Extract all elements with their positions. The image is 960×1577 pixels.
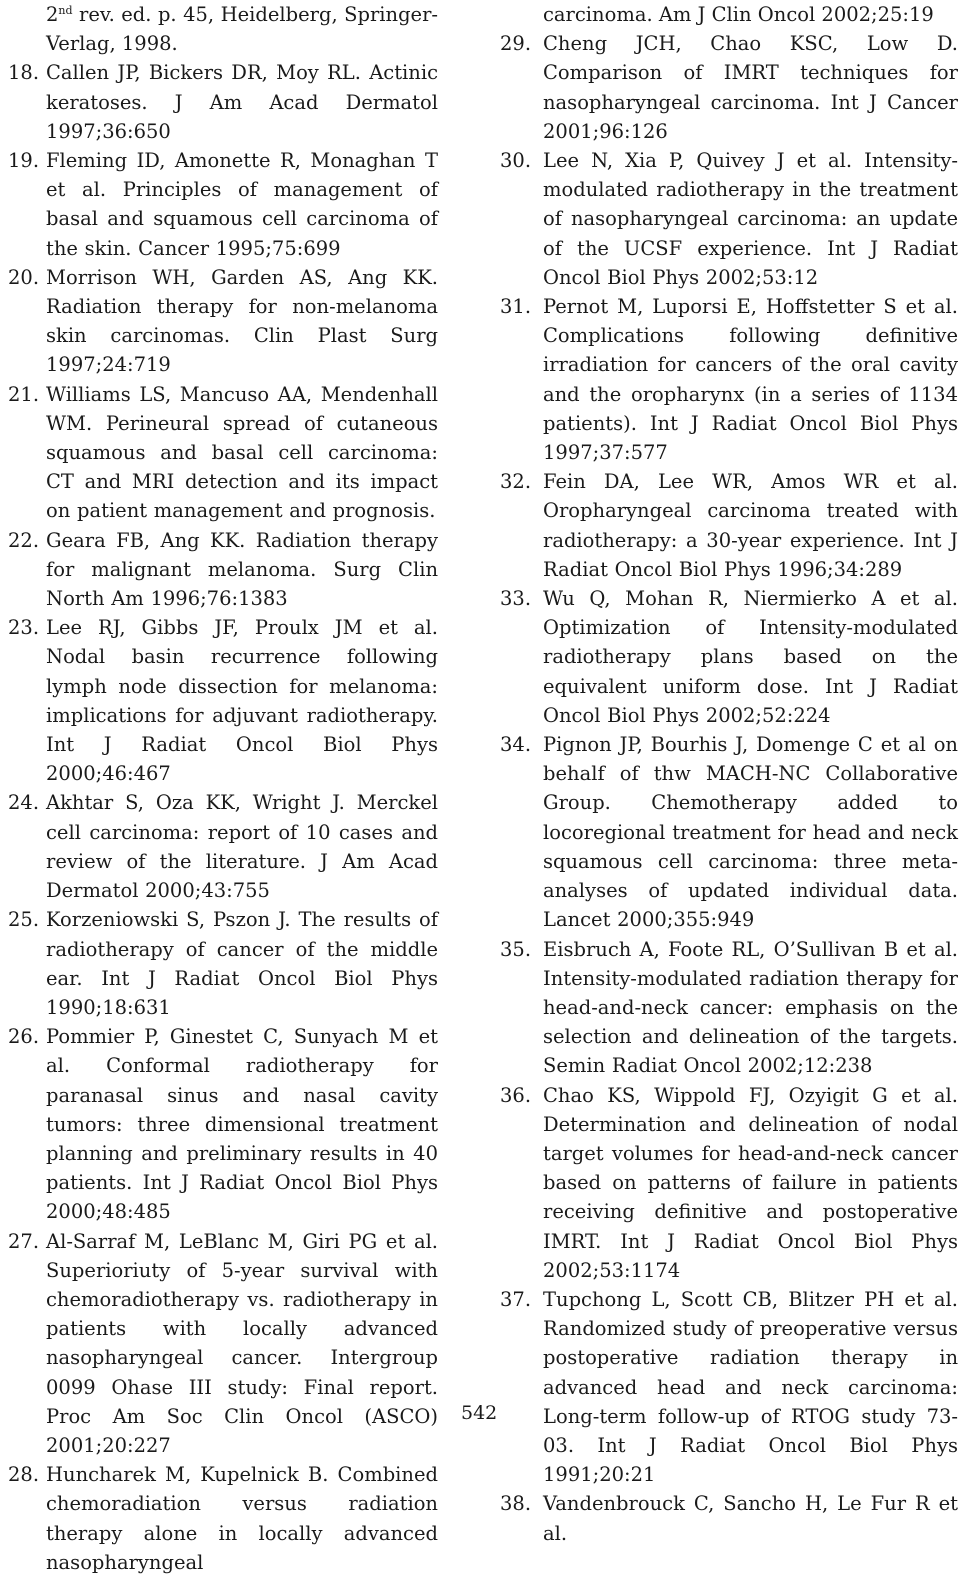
- reference-text: Williams LS, Mancuso AA, Mendenhall WM. Perineural spread of cutaneous squamous and basal cell carcinoma: CT and MRI detection and its impact on patient management and prognosis.: [46, 382, 438, 523]
- reference-text: Geara FB, Ang KK. Radiation therapy for malignant melanoma. Surg Clin North Am 1996;76:1383: [46, 528, 438, 611]
- reference-text: Fleming ID, Amonette R, Monaghan T et al. Principles of management of basal and squamous cell carcinoma of the skin. Cancer 1995;75:699: [46, 149, 438, 260]
- reference-item: [500, 584, 958, 730]
- reference-item: [500, 1285, 958, 1489]
- left-column: [8, 0, 438, 1577]
- reference-item: [8, 58, 438, 146]
- edition-suffix: nd: [58, 4, 73, 17]
- reference-item: [8, 788, 438, 905]
- reference-text: Morrison WH, Garden AS, Ang KK. Radiation therapy for non-melanoma skin carcinomas. Clin Plast Surg 1997;24:719: [46, 265, 438, 377]
- reference-number: 36.: [500, 1083, 532, 1107]
- reference-text: Cheng JCH, Chao KSC, Low D. Comparison of IMRT techniques for nasopharyngeal carcinoma. Int J Cancer 2001;96:126: [543, 32, 958, 143]
- reference-number: 24.: [8, 791, 40, 815]
- continuation-text: rev. ed. p. 45, Heidelberg, Springer-Verlag, 1998.: [46, 3, 438, 56]
- reference-item: [500, 1081, 958, 1285]
- reference-number: 30.: [500, 149, 532, 173]
- reference-text: Korzeniowski S, Pszon J. The results of radiotherapy of cancer of the middle ear. Int J Radiat Oncol Biol Phys 1990;18:631: [46, 908, 438, 1019]
- page-number: 542: [461, 1402, 498, 1424]
- reference-text: Tupchong L, Scott CB, Blitzer PH et al. Randomized study of preoperative versus postoperative radiation therapy in advanced head and neck carcinoma: Long-term follow-up of RTOG study 73-03. Int J Radiat Oncol Biol Phys 1991;20:21: [543, 1287, 958, 1487]
- reference-item: [8, 1022, 438, 1226]
- reference-item: [8, 1460, 438, 1577]
- reference-item: [500, 29, 958, 146]
- reference-item: [8, 1227, 438, 1461]
- reference-number: 20.: [8, 265, 40, 289]
- reference-number: 33.: [500, 587, 532, 611]
- reference-number: 21.: [8, 382, 40, 406]
- reference-text: Eisbruch A, Foote RL, O’Sullivan B et al. Intensity-modulated radiation therapy for head-and-neck cancer: emphasis on the selection and delineation of the targets. Semin Radiat Oncol 2002;12:238: [543, 937, 958, 1078]
- reference-number: 23.: [8, 616, 40, 640]
- reference-text: Lee N, Xia P, Quivey J et al. Intensity-modulated radiotherapy in the treatment of nasopharyngeal carcinoma: an update of the UCSF experience. Int J Radiat Oncol Biol Phys 2002;53:12: [543, 149, 958, 289]
- reference-number: 31.: [500, 295, 532, 319]
- reference-text: Pignon JP, Bourhis J, Domenge C et al on behalf of thw MACH-NC Collaborative Group. Chemotherapy added to locoregional treatment for head and neck squamous cell carcinoma: three meta-analyses of updated individual data. Lancet 2000;355:949: [543, 733, 958, 932]
- reference-text: Chao KS, Wippold FJ, Ozyigit G et al. Determination and delineation of nodal target volumes for head-and-neck cancer based on patterns of failure in patients receiving definitive and postoperative IMRT. Int J Radiat Oncol Biol Phys 2002;53:1174: [543, 1083, 958, 1282]
- reference-item: [8, 263, 438, 380]
- reference-number: 28.: [8, 1463, 40, 1487]
- reference-number: 32.: [500, 470, 532, 494]
- reference-item: [500, 1489, 958, 1547]
- reference-text: Callen JP, Bickers DR, Moy RL. Actinic keratoses. J Am Acad Dermatol 1997;36:650: [46, 61, 438, 143]
- reference-number: 25.: [8, 908, 40, 932]
- reference-28-continuation: carcinoma. Am J Clin Oncol 2002;25:19: [543, 3, 934, 26]
- reference-number: 18.: [8, 61, 40, 85]
- reference-item: [500, 467, 958, 584]
- reference-number: 35.: [500, 937, 532, 961]
- reference-text: Wu Q, Mohan R, Niermierko A et al. Optimization of Intensity-modulated radiotherapy plans based on the equivalent uniform dose. Int J Radiat Oncol Biol Phys 2002;52:224: [543, 587, 958, 727]
- reference-number: 26.: [8, 1025, 40, 1049]
- reference-number: 38.: [500, 1492, 532, 1516]
- reference-text: Pernot M, Luporsi E, Hoffstetter S et al. Complications following definitive irradiation for cancers of the oral cavity and the oropharynx (in a series of 1134 patients). Int J Radiat Oncol Biol Phys 1997;37:577: [543, 295, 958, 465]
- reference-number: 34.: [500, 733, 532, 757]
- reference-text: Akhtar S, Oza KK, Wright J. Merckel cell carcinoma: report of 10 cases and review of the literature. J Am Acad Dermatol 2000;43:755: [46, 791, 438, 903]
- reference-item: [500, 935, 958, 1081]
- reference-item: [8, 613, 438, 788]
- reference-text: Fein DA, Lee WR, Amos WR et al. Oropharyngeal carcinoma treated with radiotherapy: a 30-year experience. Int J Radiat Oncol Biol Phys 1996;34:289: [543, 470, 958, 581]
- reference-17-continuation: [8, 0, 438, 58]
- reference-item: [8, 526, 438, 614]
- reference-text: Lee RJ, Gibbs JF, Proulx JM et al. Nodal basin recurrence following lymph node dissection for melanoma: implications for adjuvant radiotherapy. Int J Radiat Oncol Biol Phys 2000;46:467: [46, 616, 438, 786]
- reference-item: [8, 380, 438, 526]
- reference-text: Vandenbrouck C, Sancho H, Le Fur R et al.: [543, 1492, 958, 1545]
- reference-text: Al-Sarraf M, LeBlanc M, Giri PG et al. Superioriuty of 5-year survival with chemoradiotherapy vs. radiotherapy in patients with locally advanced nasopharyngeal cancer. Intergroup 0099 Ohase III study: Final report. Proc Am Soc Clin Oncol (ASCO) 2001;20:227: [46, 1229, 438, 1457]
- reference-item: [500, 292, 958, 467]
- reference-number: 29.: [500, 32, 532, 56]
- reference-item: [500, 730, 958, 934]
- reference-item: [8, 905, 438, 1022]
- reference-text: Huncharek M, Kupelnick B. Combined chemoradiation versus radiation therapy alone in locally advanced nasopharyngeal: [46, 1463, 438, 1574]
- reference-number: 37.: [500, 1287, 532, 1311]
- reference-text: Pommier P, Ginestet C, Sunyach M et al. Conformal radiotherapy for paranasal sinus and nasal cavity tumors: three dimensional treatment planning and preliminary results in 40 patients. Int J Radiat Oncol Biol Phys 2000;48:485: [46, 1025, 438, 1224]
- reference-item: [500, 146, 958, 292]
- reference-number: 22.: [8, 528, 40, 552]
- reference-number: 27.: [8, 1229, 40, 1253]
- reference-item: [8, 146, 438, 263]
- right-column: [500, 0, 958, 1548]
- reference-number: 19.: [8, 149, 40, 173]
- edition-number: 2: [46, 3, 59, 26]
